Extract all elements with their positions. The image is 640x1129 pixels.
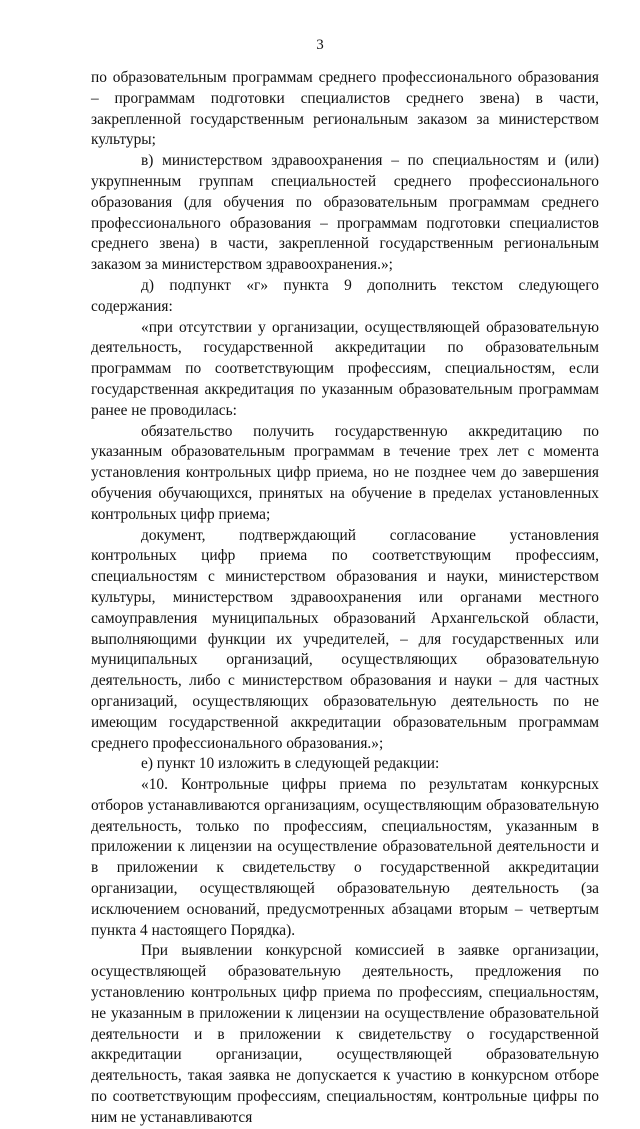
document-body xyxy=(91,68,599,1129)
paragraph-2: в) министерством здравоохранения – по специальностям и (или) укрупненным группам специальностей среднего профессионального образования (для обучения по образовательным программам среднего профессионального образования – программам подготовки специалистов среднего звена) в части, закрепленной государственным региональным заказом за министерством здравоохранения.»; xyxy=(91,152,599,274)
paragraph-4: «при отсутствии у организации, осуществляющей образовательную деятельность, государственной аккредитации по образовательным программам по соответствующим профессиям, специальностям, если государственная аккредитация по указанным образовательным программам ранее не проводилась: xyxy=(91,318,599,419)
paragraph-9: При выявлении конкурсной комиссией в заявке организации, осуществляющей образовательную деятельность, предложения по установлению контрольных цифр приема по профессиям, специальностям, не указанным в приложении к лицензии на осуществление образовательной деятельности и в приложении к свидетельству о государственной аккредитации организации, осуществляющей образовательную деятельность, такая заявка не допускается к участию в конкурсном отборе по соответствующим профессиям, специальностям, контрольные цифры по ним не устанавливаются xyxy=(91,942,599,1126)
paragraph-1: по образовательным программам среднего профессионального образования – программам подготовки специалистов среднего звена) в части, закрепленной государственным региональным заказом за министерством культуры; xyxy=(91,69,599,149)
paragraph-5: обязательство получить государственную аккредитацию по указанным образовательным программам в течение трех лет с момента установления контрольных цифр приема, но не позднее чем до завершения обучения обучающихся, принятых на обучение в пределах установленных контрольных цифр приема; xyxy=(91,422,599,523)
page-number: 3 xyxy=(316,37,324,53)
paragraph-8: «10. Контрольные цифры приема по результатам конкурсных отборов устанавливаются организациям, осуществляющим образовательную деятельность, только по профессиям, специальностям, указанным в приложении к лицензии на осуществление образовательной деятельности и в приложении к свидетельству о государственной аккредитации организации, осуществляющей образовательную деятельность (за исключением оснований, предусмотренных абзацами вторым – четвертым пункта 4 настоящего Порядка). xyxy=(91,776,599,939)
paragraph-7: е) пункт 10 изложить в следующей редакции: xyxy=(141,755,440,773)
paragraph-3: д) подпункт «г» пункта 9 дополнить текстом следующего содержания: xyxy=(91,276,599,315)
paragraph-6: документ, подтверждающий согласование установления контрольных цифр приема по соответствующим профессиям, специальностям с министерством образования и науки, министерством культуры, министерством здравоохранения или органами местного самоуправления муниципальных образований Архангельской области, выполняющими функции их учредителей, – для государственных или муниципальных организаций, осуществляющих образовательную деятельность, либо с министерством образования и науки – для частных организаций, осуществляющих образовательную деятельность по не имеющим государственной аккредитации образовательным программам среднего профессионального образования.»; xyxy=(91,526,599,752)
